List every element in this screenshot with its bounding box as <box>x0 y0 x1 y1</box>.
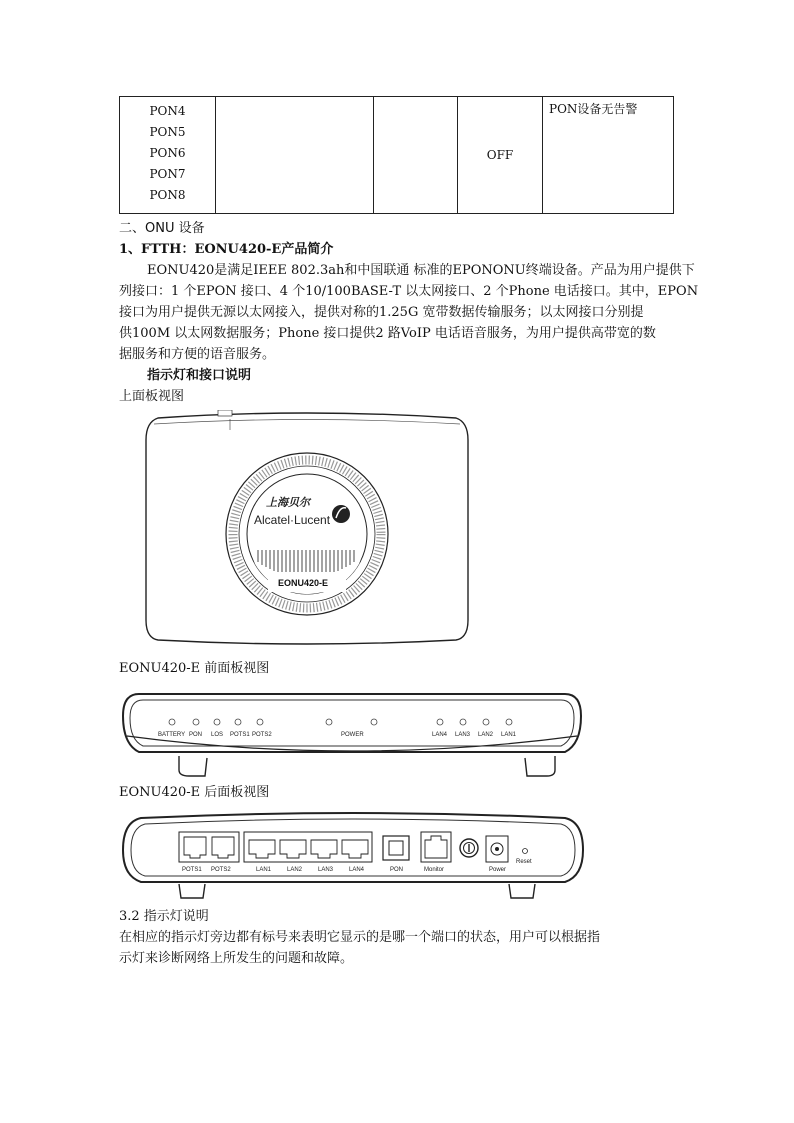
led-label-los: LOS <box>211 732 224 738</box>
port-label-lan1: LAN1 <box>256 867 272 873</box>
paragraph-line: 示灯来诊断网络上所发生的问题和故障。 <box>119 951 354 966</box>
port-label-reset: Reset <box>516 859 532 865</box>
port-label-lan3: LAN3 <box>318 867 334 873</box>
led-label-lan1: LAN1 <box>501 732 517 738</box>
led-label-pots2: POTS2 <box>252 732 272 738</box>
port-label-lan4: LAN4 <box>349 867 365 873</box>
paragraph-line: 接口为用户提供无源以太网接入，提供对称的1.25G 宽带数据传输服务；以太网接口分别提 <box>119 305 644 320</box>
empty-cell <box>216 97 374 214</box>
pon-port-cell <box>120 97 216 214</box>
led-label-lan3: LAN3 <box>455 732 471 738</box>
port-label-pots1: POTS1 <box>182 867 202 873</box>
paragraph-line: EONU420是满足IEEE 802.3ah和中国联通 标准的EPONONU终端设备。产品为用户提供下 <box>147 263 695 278</box>
section-32-paragraph <box>119 927 699 969</box>
port-label-pots2: POTS2 <box>211 867 231 873</box>
paragraph-line: 在相应的指示灯旁边都有标号来表明它显示的是哪一个端口的状态，用户可以根据指 <box>119 930 601 945</box>
model-text: EONU420-E <box>278 578 329 588</box>
section-title: 二、ONU 设备 <box>119 221 205 236</box>
paragraph-line: 供100M 以太网数据服务；Phone 接口提供2 路VoIP 电话语音服务，为用户提供高带宽的数 <box>119 326 656 341</box>
led-label-power: POWER <box>341 732 364 738</box>
brand-logo-icon <box>332 505 350 523</box>
subsection-title: 1、FTTH：EONU420-E产品简介 <box>119 242 334 257</box>
port-label-lan2: LAN2 <box>287 867 303 873</box>
pon-status-table <box>119 96 674 214</box>
description-cell: PON设备无告警 <box>543 97 674 214</box>
front-panel-drawing <box>119 688 585 780</box>
pon-port-label: PON6 <box>149 146 186 160</box>
rear-view-label: EONU420-E 后面板视图 <box>119 785 270 800</box>
led-label-lan4: LAN4 <box>432 732 448 738</box>
port-label-pon: PON <box>390 867 404 873</box>
pon-port-label: PON4 <box>149 104 186 118</box>
top-panel-drawing <box>140 410 475 650</box>
port-label-monitor: Monitor <box>424 867 445 873</box>
paragraph-line: 据服务和方便的语音服务。 <box>119 347 276 362</box>
led-label-pon: PON <box>189 732 203 738</box>
brand-text: Alcatel·Lucent <box>254 513 331 527</box>
table-row <box>120 97 674 214</box>
paragraph-line: 列接口：1 个EPON 接口、4 个10/100BASE-T 以太网接口、2 个Phone 电话接口。其中，EPON <box>119 284 699 299</box>
led-label-pots1: POTS1 <box>230 732 250 738</box>
led-label-battery: BATTERY <box>158 732 186 738</box>
port-label-power: Power <box>489 867 507 873</box>
pon-port-label: PON5 <box>149 125 186 139</box>
state-cell: OFF <box>458 97 543 214</box>
pon-port-label: PON7 <box>149 167 186 181</box>
section-32-title: 3.2 指示灯说明 <box>119 909 209 924</box>
led-label-lan2: LAN2 <box>478 732 494 738</box>
brand-cn-text: 上海贝尔 <box>266 496 310 509</box>
rear-panel-drawing <box>119 810 587 902</box>
pon-port-label: PON8 <box>149 188 186 202</box>
indicator-heading: 指示灯和接口说明 <box>147 368 252 383</box>
top-view-label: 上面板视图 <box>119 389 185 404</box>
empty-cell <box>374 97 458 214</box>
intro-paragraph <box>119 260 699 365</box>
front-view-label: EONU420-E 前面板视图 <box>119 661 270 676</box>
